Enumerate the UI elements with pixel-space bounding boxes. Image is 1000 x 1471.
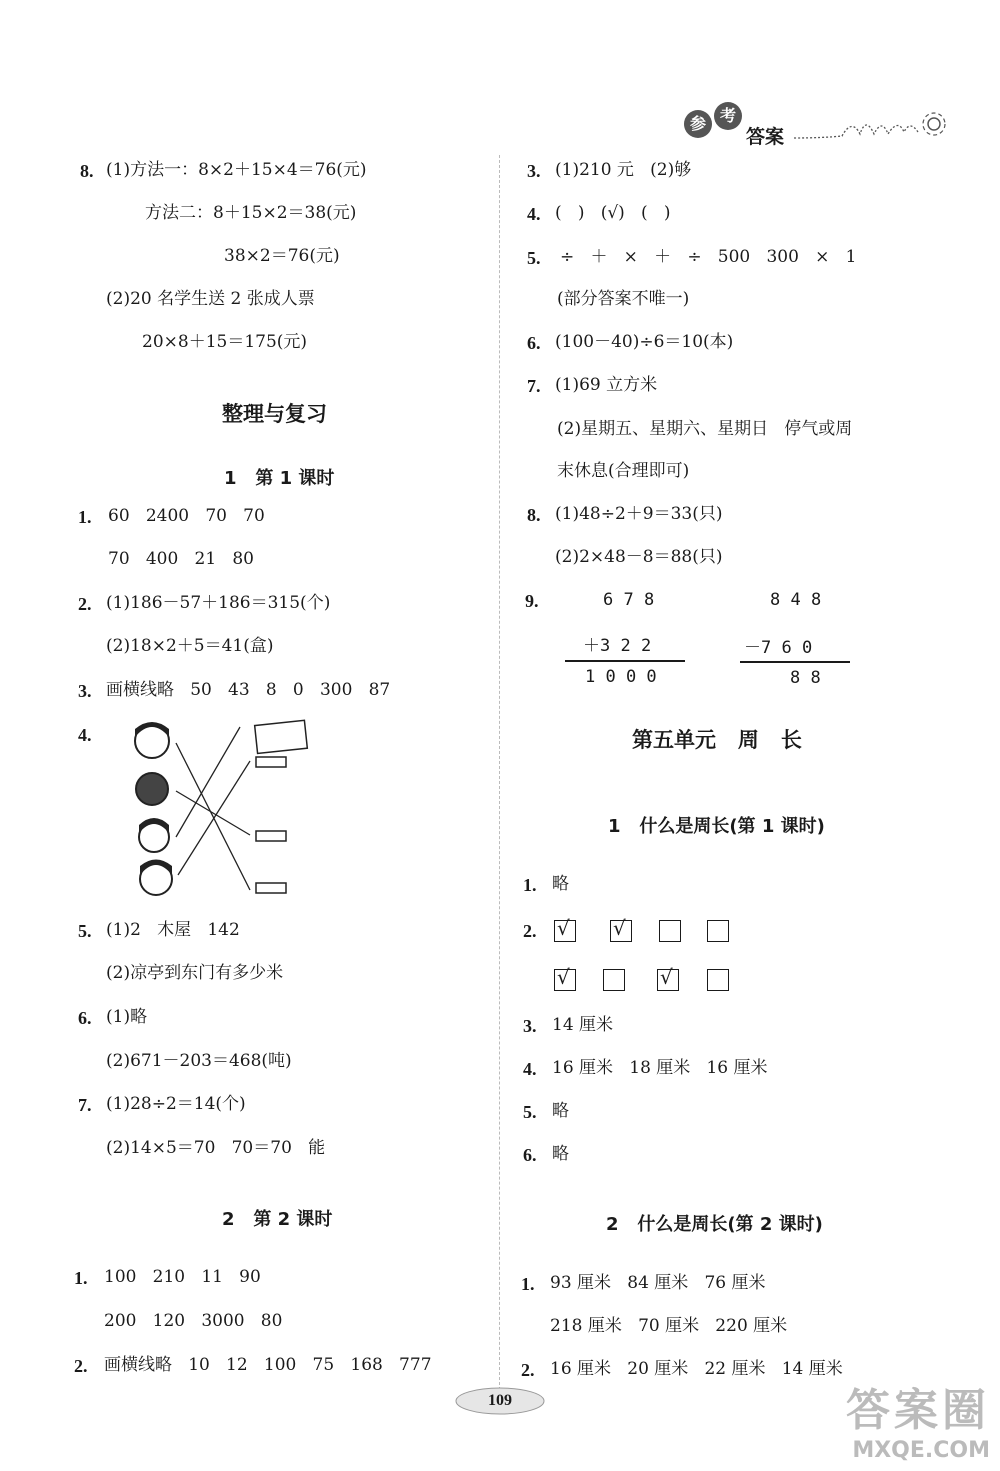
book-icon	[256, 883, 286, 893]
answer-line: (2)2×48－8＝88(只)	[555, 547, 723, 567]
checkbox-checked	[657, 965, 679, 991]
answer-line: 略	[552, 1144, 569, 1164]
answer-line: (1)方法一：8×2＋15×4＝76(元)	[106, 160, 367, 180]
vertical-addition-operand: ＋3 2 2	[583, 636, 652, 656]
vertical-subtraction-operand: －7 6 0	[744, 638, 813, 658]
lesson-title: 2 什么是周长(第 2 课时)	[606, 1214, 823, 1235]
answer-line: 60 2400 70 70	[108, 506, 265, 526]
unit-title: 第五单元 周 长	[632, 728, 802, 752]
q-number: 1.	[523, 875, 537, 895]
answer-line: (1)2 木屋 142	[106, 920, 240, 940]
tag-char-2: 考	[714, 102, 742, 130]
answer-line: (2)18×2＋5＝41(盒)	[106, 636, 274, 656]
answer-line: (部分答案不唯一)	[557, 289, 690, 309]
answer-line: 画横线略 50 43 8 0 300 87	[106, 680, 391, 700]
check-mark-icon: √	[557, 916, 570, 940]
answer-line: 70 400 21 80	[108, 549, 254, 569]
checkbox-empty	[707, 920, 729, 942]
q-number: 2.	[521, 1360, 535, 1380]
answer-line: 末休息(合理即可)	[557, 461, 690, 481]
book-stack-icon	[255, 720, 308, 767]
answer-line: (2)星期五、星期六、星期日 停气或周	[557, 419, 853, 439]
vertical-addition-result: 1 0 0 0	[585, 667, 657, 687]
answer-line: (1)略	[106, 1007, 148, 1027]
q-number: 2.	[74, 1356, 88, 1376]
vertical-subtraction-result: 8 8	[790, 668, 821, 688]
decorative-swirl-icon	[792, 108, 952, 142]
answer-line: (1)69 立方米	[555, 375, 658, 395]
answer-line: 100 210 11 90	[104, 1267, 261, 1287]
q-number: 9.	[525, 591, 539, 611]
answer-line: (2)14×5＝70 70＝70 能	[106, 1138, 326, 1158]
child-face-icon	[140, 860, 172, 896]
answer-line: (2)凉亭到东门有多少米	[106, 963, 284, 983]
q-number: 4.	[78, 725, 92, 745]
child-face-icon	[136, 773, 168, 805]
q-number: 5.	[523, 1102, 537, 1122]
section-title: 整理与复习	[222, 402, 327, 426]
q-number: 2.	[78, 594, 92, 614]
check-mark-icon: √	[613, 916, 626, 940]
checkbox-empty	[659, 920, 681, 942]
q-number: 8.	[527, 505, 541, 525]
check-mark-icon: √	[557, 965, 570, 989]
subtraction-rule	[740, 661, 850, 663]
answer-line: ÷ ＋ × ＋ ÷ 500 300 × 1	[560, 247, 857, 267]
q-number: 7.	[527, 376, 541, 396]
q-number: 5.	[527, 248, 541, 268]
answer-line: 略	[552, 1101, 569, 1121]
column-divider	[499, 155, 500, 1390]
answer-line: 略	[552, 874, 569, 894]
answer-line: ( ) (√) ( )	[555, 203, 671, 223]
q-number: 3.	[523, 1016, 537, 1036]
answer-line: 16 厘米 18 厘米 16 厘米	[552, 1058, 768, 1078]
checkbox-checked	[610, 916, 632, 942]
q-number: 7.	[78, 1095, 92, 1115]
lesson-title: 1 什么是周长(第 1 课时)	[608, 816, 825, 837]
q-number: 1.	[78, 507, 92, 527]
page-number-text: 109	[488, 1392, 512, 1409]
check-mark-icon: √	[660, 965, 673, 989]
answer-line: (1)186－57＋186＝315(个)	[106, 593, 331, 613]
lesson-title: 2 第 2 课时	[222, 1209, 333, 1230]
answer-line: 20×8＋15＝175(元)	[142, 332, 308, 352]
addition-rule	[565, 660, 685, 662]
watermark-line-1: 答案圈	[846, 1385, 990, 1436]
child-face-icon	[135, 722, 169, 758]
tag-label: 答案	[746, 126, 785, 148]
q-number: 8.	[80, 161, 94, 181]
answer-line: (2)671－203＝468(吨)	[106, 1051, 292, 1071]
page-number	[455, 1385, 545, 1417]
book-icon	[256, 831, 286, 841]
q-number: 1.	[74, 1268, 88, 1288]
watermark-line-2: MXQE.COM	[852, 1438, 990, 1463]
answer-line: 93 厘米 84 厘米 76 厘米	[550, 1273, 766, 1293]
answer-line: (1)210 元 (2)够	[555, 160, 692, 180]
vertical-subtraction-top: 8 4 8	[770, 590, 822, 610]
answer-line: 218 厘米 70 厘米 220 厘米	[550, 1316, 788, 1336]
answer-line: 16 厘米 20 厘米 22 厘米 14 厘米	[550, 1359, 843, 1379]
q-number: 4.	[523, 1059, 537, 1079]
answer-line: (100－40)÷6＝10(本)	[555, 332, 734, 352]
q-number: 3.	[78, 681, 92, 701]
q-number: 4.	[527, 204, 541, 224]
q-number: 6.	[523, 1145, 537, 1165]
answer-line: 14 厘米	[552, 1015, 614, 1035]
q-number: 5.	[78, 921, 92, 941]
matching-diagram	[130, 715, 330, 905]
answer-line: 画横线略 10 12 100 75 168 777	[104, 1355, 432, 1375]
checkbox-empty	[707, 969, 729, 991]
answer-line: 200 120 3000 80	[104, 1311, 283, 1331]
checkbox-empty	[603, 969, 625, 991]
answer-line: (1)28÷2＝14(个)	[106, 1094, 246, 1114]
q-number: 6.	[527, 333, 541, 353]
answer-line: (2)20 名学生送 2 张成人票	[106, 289, 315, 309]
answer-line: 38×2＝76(元)	[224, 246, 340, 266]
checkbox-checked	[554, 916, 576, 942]
q-number: 6.	[78, 1008, 92, 1028]
q-number: 2.	[523, 921, 537, 941]
answer-line: 方法二：8＋15×2＝38(元)	[145, 203, 357, 223]
checkbox-checked	[554, 965, 576, 991]
watermark	[846, 1374, 990, 1463]
answer-line: (1)48÷2＋9＝33(只)	[555, 504, 723, 524]
tag-char-1: 参	[684, 110, 712, 138]
q-number: 3.	[527, 161, 541, 181]
child-face-icon	[139, 818, 169, 852]
lesson-title: 1 第 1 课时	[224, 468, 335, 489]
vertical-addition-top: 6 7 8	[603, 590, 655, 610]
q-number: 1.	[521, 1274, 535, 1294]
